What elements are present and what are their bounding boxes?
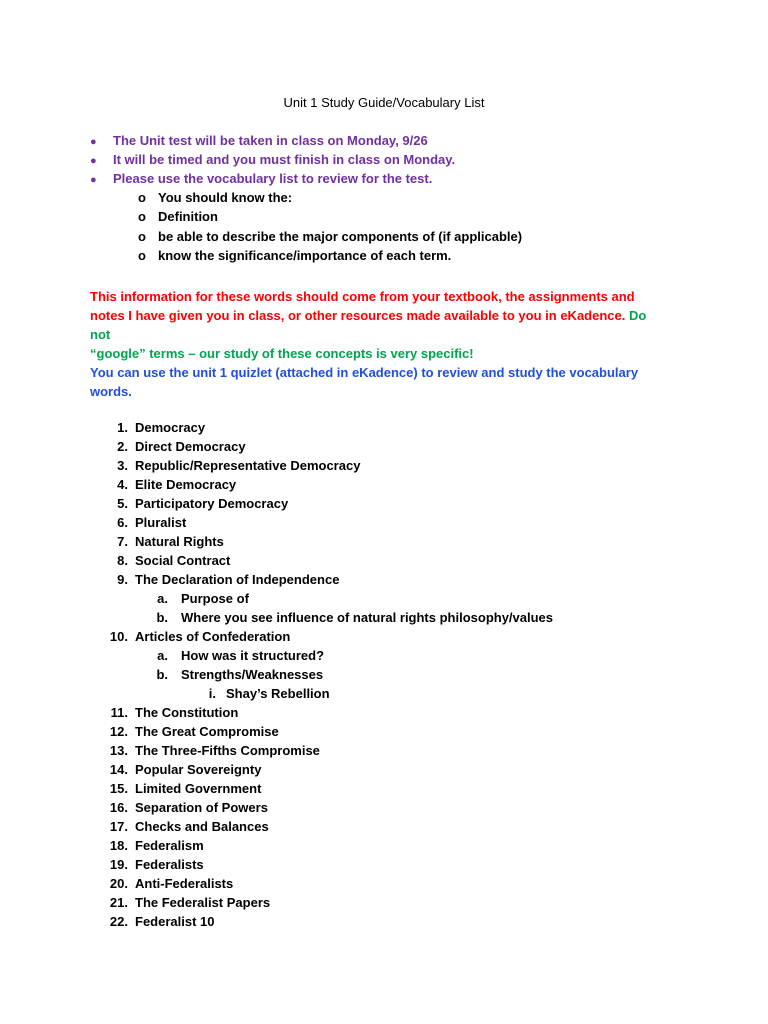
sub-bullet-marker: o (138, 229, 146, 244)
vocab-number: 7. (117, 534, 128, 549)
bullet-dot-icon: ● (90, 174, 97, 186)
vocab-number: 15. (109, 781, 128, 796)
bullet-item (90, 170, 432, 188)
vocab-item (108, 912, 215, 931)
vocab-number: 16. (109, 800, 128, 815)
info-paragraph (90, 287, 670, 363)
vocab-number: b. (156, 610, 168, 625)
sub-bullet-item (138, 228, 522, 246)
page-title: Unit 1 Study Guide/Vocabulary List (283, 95, 485, 110)
vocab-item (108, 627, 290, 646)
vocab-term: Popular Sovereignty (135, 762, 262, 777)
sub-bullet-marker: o (138, 209, 146, 224)
bullet-item (90, 132, 428, 150)
vocab-term: Strengths/Weaknesses (181, 667, 324, 682)
vocab-item (148, 646, 324, 665)
sub-bullet-item (138, 247, 451, 265)
vocab-number: 9. (117, 572, 128, 587)
vocab-number: 6. (117, 515, 128, 530)
vocab-item (108, 741, 320, 760)
vocab-item (108, 532, 224, 551)
vocab-item (108, 779, 261, 798)
vocab-term: Where you see influence of natural rights philosophy/values (181, 610, 554, 625)
vocab-item (148, 665, 323, 684)
vocab-term: Limited Government (135, 781, 262, 796)
vocab-item (108, 513, 186, 532)
bullet-text: It will be timed and you must finish in class on Monday. (113, 152, 456, 167)
vocab-term: The Federalist Papers (135, 895, 271, 910)
info-line: “google” terms – our study of these concepts is very specific! (90, 346, 474, 361)
vocab-term: Federalists (135, 857, 204, 872)
vocab-number: 13. (109, 743, 128, 758)
vocab-term: Shay’s Rebellion (226, 686, 330, 701)
vocab-item (108, 494, 288, 513)
vocab-term: Natural Rights (135, 534, 224, 549)
vocab-term: Republic/Representative Democracy (135, 458, 361, 473)
vocab-number: 5. (117, 496, 128, 511)
vocab-item (108, 874, 233, 893)
vocab-number: 3. (117, 458, 128, 473)
vocab-number: 12. (109, 724, 128, 739)
vocab-item (108, 475, 236, 494)
sub-bullet-marker: o (138, 190, 146, 205)
sub-bullet-marker: o (138, 248, 146, 263)
quizlet-line: words. (90, 384, 132, 399)
vocab-number: 21. (109, 895, 128, 910)
vocab-number: i. (208, 686, 216, 701)
vocab-term: The Three-Fifths Compromise (135, 743, 320, 758)
vocab-number: 17. (109, 819, 128, 834)
vocab-item (108, 437, 246, 456)
vocab-number: 8. (117, 553, 128, 568)
vocab-term: The Constitution (135, 705, 239, 720)
vocab-number: 22. (109, 914, 128, 929)
info-line-red: notes I have given you in class, or other resources made available to you in eKadence. (90, 308, 626, 323)
vocab-item (108, 855, 204, 874)
quizlet-line: You can use the unit 1 quizlet (attached in eKadence) to review and study the vocabulary (90, 365, 639, 380)
vocab-number: 2. (117, 439, 128, 454)
vocab-item (148, 608, 553, 627)
vocab-number: 20. (109, 876, 128, 891)
vocab-term: Social Contract (135, 553, 231, 568)
vocab-term: Elite Democracy (135, 477, 237, 492)
bullet-item (90, 151, 455, 169)
vocab-item (108, 570, 339, 589)
bullet-dot-icon: ● (90, 136, 97, 148)
vocab-term: Articles of Confederation (135, 629, 291, 644)
info-line: This information for these words should come from your textbook, the assignments and (90, 289, 635, 304)
vocab-number: 11. (110, 705, 128, 720)
vocab-number: 18. (109, 838, 128, 853)
vocab-item (108, 456, 360, 475)
vocab-item (108, 893, 270, 912)
info-line (90, 306, 670, 344)
vocab-item (108, 760, 261, 779)
sub-bullet-text: You should know the: (158, 190, 293, 205)
vocab-term: Purpose of (181, 591, 249, 606)
sub-bullet-text: know the significance/importance of each term. (158, 248, 452, 263)
vocab-item (108, 418, 205, 437)
vocab-number: 10. (109, 629, 128, 644)
vocab-number: b. (156, 667, 168, 682)
sub-bullet-text: Definition (158, 209, 218, 224)
vocab-term: Direct Democracy (135, 439, 246, 454)
vocab-item (108, 703, 238, 722)
bullet-text: Please use the vocabulary list to review for the test. (113, 171, 433, 186)
vocab-term: How was it structured? (181, 648, 325, 663)
vocab-term: Federalism (135, 838, 204, 853)
vocab-item (108, 798, 268, 817)
vocab-number: a. (157, 648, 168, 663)
vocab-term: Participatory Democracy (135, 496, 289, 511)
vocab-item (108, 817, 269, 836)
quizlet-paragraph (90, 363, 670, 401)
vocab-term: Federalist 10 (135, 914, 215, 929)
vocab-number: a. (157, 591, 168, 606)
bullet-text: The Unit test will be taken in class on Monday, 9/26 (113, 133, 428, 148)
vocab-item (108, 551, 230, 570)
sub-bullet-item (138, 189, 292, 207)
vocab-term: Separation of Powers (135, 800, 268, 815)
vocab-item (108, 836, 204, 855)
vocab-number: 14. (109, 762, 128, 777)
vocab-term: Democracy (135, 420, 206, 435)
vocab-item (108, 722, 279, 741)
sub-bullet-item (138, 208, 218, 226)
vocab-term: Checks and Balances (135, 819, 269, 834)
vocab-number: 19. (109, 857, 128, 872)
info-line-green: Do not (90, 308, 647, 342)
vocab-number: 1. (117, 420, 128, 435)
vocab-term: The Great Compromise (135, 724, 279, 739)
vocab-term: Pluralist (135, 515, 187, 530)
vocab-term: The Declaration of Independence (135, 572, 340, 587)
vocab-item (196, 684, 330, 703)
vocab-number: 4. (117, 477, 128, 492)
bullet-dot-icon: ● (90, 155, 97, 167)
vocab-item (148, 589, 249, 608)
vocab-term: Anti-Federalists (135, 876, 234, 891)
sub-bullet-text: be able to describe the major components of (if applicable) (158, 229, 523, 244)
